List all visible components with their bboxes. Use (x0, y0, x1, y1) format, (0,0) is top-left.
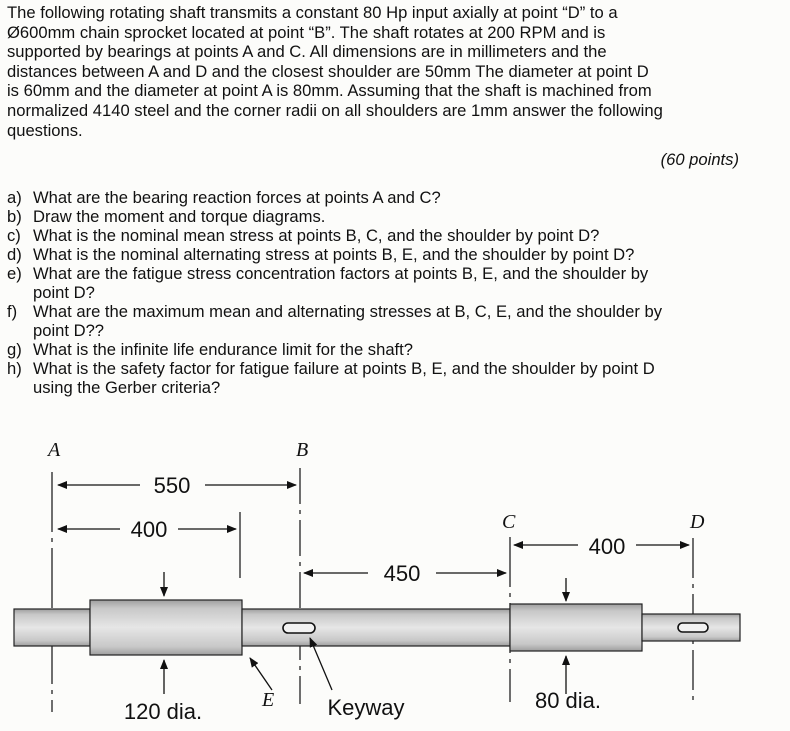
question-text: What is the nominal mean stress at points B, C, and the shoulder by point D? (33, 226, 600, 245)
question-label: d) (7, 245, 22, 264)
intro-line: Ø600mm chain sprocket located at point “B”. The shaft rotates at 200 RPM and is (7, 22, 606, 42)
point-c-label: C (502, 511, 516, 533)
question-item (7, 226, 782, 245)
keyway-label: Keyway (327, 695, 405, 720)
shaft (14, 600, 740, 655)
question-item (7, 264, 782, 302)
keyway-slot-b (283, 623, 315, 633)
question-item (7, 245, 782, 264)
keyway-slot-d (678, 623, 708, 632)
point-b-label: B (296, 439, 309, 461)
intro-line: distances between A and D and the closest shoulder are 50mm The diameter at point D (7, 61, 649, 81)
dimension-550: 550 (153, 473, 191, 498)
question-item (7, 359, 782, 397)
question-item (7, 207, 782, 226)
intro-line: questions. (7, 120, 83, 140)
question-label: f) (7, 302, 18, 321)
question-text: What are the bearing reaction forces at points A and C? (33, 188, 441, 207)
question-label: a) (7, 188, 22, 207)
question-label: c) (7, 226, 21, 245)
problem-statement (7, 3, 777, 169)
question-label: e) (7, 264, 22, 283)
extension-lines (52, 468, 693, 712)
question-label: h) (7, 359, 22, 378)
dimension-400-left: 400 (130, 517, 168, 542)
dimension-400-right: 400 (588, 534, 626, 559)
point-a-label: A (48, 439, 61, 461)
question-item (7, 188, 782, 207)
question-text: What are the fatigue stress concentration factors at points B, E, and the shoulder by (33, 264, 649, 283)
intro-line: The following rotating shaft transmits a constant 80 Hp input axially at point “D” to a (7, 3, 618, 22)
question-text: point D? (33, 283, 95, 302)
points-value: (60 points) (660, 150, 739, 169)
intro-line: supported by bearings at points A and C. All dimensions are in millimeters and the (7, 42, 607, 62)
question-list (7, 188, 782, 397)
question-text: What is the infinite life endurance limit for the shaft? (33, 340, 414, 359)
question-text: What is the safety factor for fatigue failure at points B, E, and the shoulder by point D (33, 359, 655, 378)
question-item (7, 302, 782, 340)
question-text: Draw the moment and torque diagrams. (33, 207, 326, 226)
question-text: point D?? (33, 321, 105, 340)
diameter-120-label: 120 dia. (123, 699, 203, 724)
diameter-80-label: 80 dia. (534, 688, 602, 713)
question-text: What are the maximum mean and alternating stresses at B, C, E, and the shoulder by (33, 302, 663, 321)
intro-line: is 60mm and the diameter at point A is 80mm. Assuming that the shaft is machined from (7, 81, 652, 101)
dimension-450: 450 (383, 561, 421, 586)
point-d-label: D (690, 511, 705, 533)
question-text: using the Gerber criteria? (33, 378, 221, 397)
point-e-label: E (262, 689, 275, 711)
question-text: What is the nominal alternating stress at points B, E, and the shoulder by point D? (33, 245, 635, 264)
question-label: b) (7, 207, 22, 226)
intro-line: normalized 4140 steel and the corner radii on all shoulders are 1mm answer the following (7, 100, 663, 120)
shaft-diagram (0, 432, 790, 731)
question-label: g) (7, 340, 22, 359)
question-item (7, 340, 782, 359)
